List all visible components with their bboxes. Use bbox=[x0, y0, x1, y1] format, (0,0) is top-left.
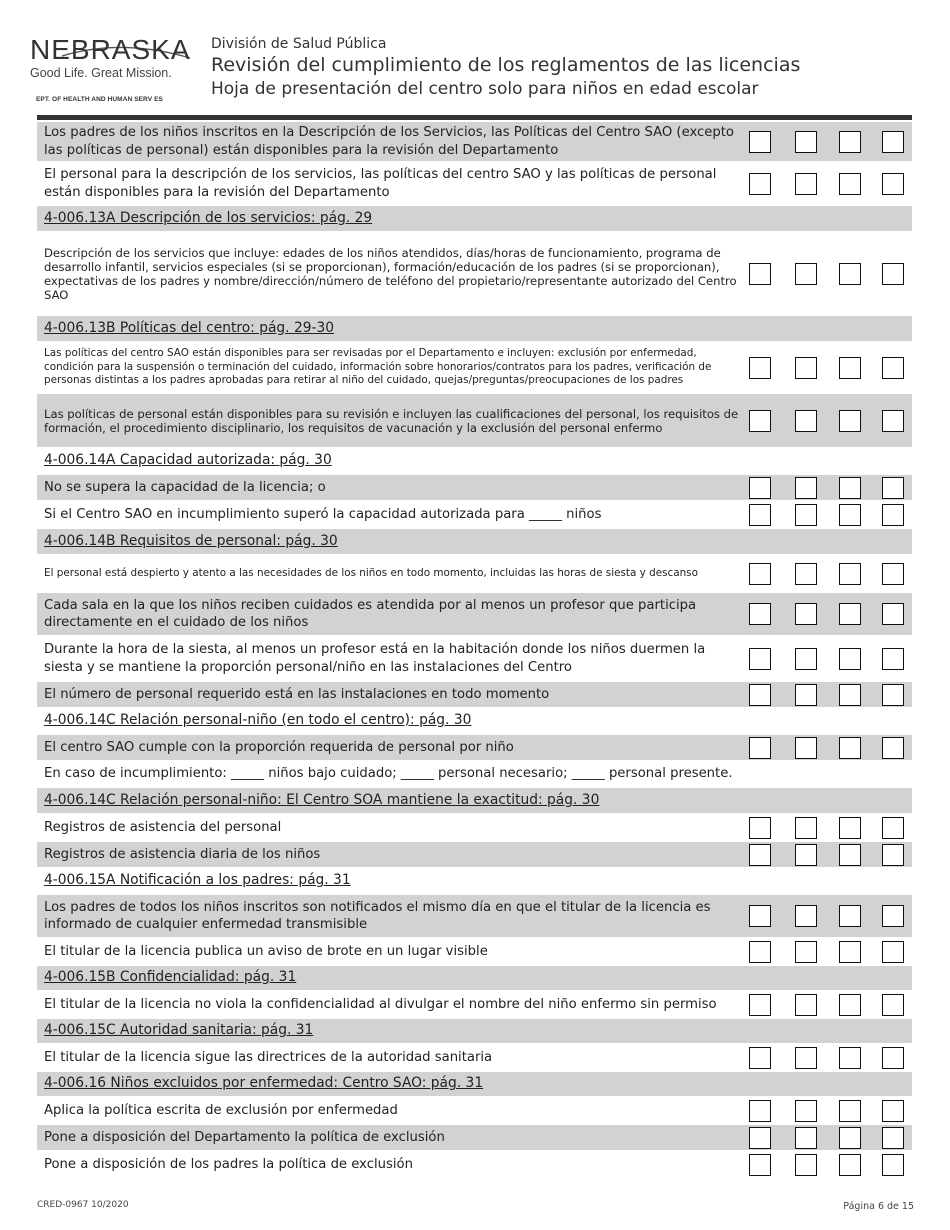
row-checkboxes bbox=[749, 895, 909, 937]
row-text: Cada sala en la que los niños reciben cuidados es atendida por al menos un profesor que participa directamente en el cuidado de los niños bbox=[44, 597, 697, 630]
checkbox[interactable] bbox=[749, 131, 771, 153]
checkbox[interactable] bbox=[749, 684, 771, 706]
checklist-row bbox=[37, 1125, 912, 1152]
row-text: Las políticas del centro SAO están disponibles para ser revisadas por el Departamento e incluyen: exclusión por enfermedad, condición para la suspensión o terminación del cuidado, información sobre honorarios/contratos para los padres, verificación de personas distintas a los padres aprobadas para retirar al niño del cuidado, quejas/preguntas/preocupaciones de los padres bbox=[44, 347, 712, 387]
checkbox[interactable] bbox=[749, 1127, 771, 1149]
checklist-table bbox=[37, 122, 912, 1179]
checkbox[interactable] bbox=[749, 941, 771, 963]
header-divider bbox=[37, 115, 912, 120]
row-text: Las políticas de personal están disponibles para su revisión e incluyen las cualificaciones del personal, los requisitos de formación, el procedimiento disciplinario, los requisitos de vacunación y la exclusión del personal enfermo bbox=[44, 406, 739, 435]
checkbox[interactable] bbox=[795, 477, 817, 499]
checkbox[interactable] bbox=[795, 263, 817, 285]
row-text: El personal está despierto y atento a las necesidades de los niños en todo momento, incluidas las horas de siesta y descanso bbox=[44, 566, 698, 579]
checkbox[interactable] bbox=[882, 131, 904, 153]
checkbox[interactable] bbox=[882, 648, 904, 670]
checkbox[interactable] bbox=[749, 563, 771, 585]
row-checkboxes bbox=[749, 735, 909, 760]
page-subtitle: Hoja de presentación del centro solo para niños en edad escolar bbox=[211, 79, 759, 99]
row-text: El centro SAO cumple con la proporción requerida de personal por niño bbox=[44, 739, 514, 755]
section-header bbox=[37, 1019, 912, 1045]
checkbox[interactable] bbox=[749, 1047, 771, 1069]
checkbox[interactable] bbox=[882, 844, 904, 866]
row-text: El número de personal requerido está en las instalaciones en todo momento bbox=[44, 686, 550, 702]
section-title: 4-006.13A Descripción de los servicios: pág. 29 bbox=[44, 209, 373, 226]
row-checkboxes bbox=[749, 394, 909, 447]
section-title: 4-006.14C Relación personal-niño: El Centro SOA mantiene la exactitud: pág. 30 bbox=[44, 791, 600, 808]
checkbox[interactable] bbox=[749, 173, 771, 195]
division-name: División de Salud Pública bbox=[211, 36, 387, 52]
section-header bbox=[37, 1072, 912, 1098]
row-text: Registros de asistencia diaria de los niños bbox=[44, 846, 321, 862]
checkbox[interactable] bbox=[839, 504, 861, 526]
checkbox[interactable] bbox=[882, 563, 904, 585]
checkbox[interactable] bbox=[795, 684, 817, 706]
checkbox[interactable] bbox=[795, 648, 817, 670]
checkbox[interactable] bbox=[795, 603, 817, 625]
checkbox[interactable] bbox=[839, 817, 861, 839]
checkbox[interactable] bbox=[749, 477, 771, 499]
checkbox[interactable] bbox=[839, 737, 861, 759]
section-header bbox=[37, 966, 912, 992]
checkbox[interactable] bbox=[839, 131, 861, 153]
checkbox[interactable] bbox=[795, 1154, 817, 1176]
checklist-row bbox=[37, 895, 912, 939]
section-header bbox=[37, 709, 912, 735]
checkbox[interactable] bbox=[882, 905, 904, 927]
row-checkboxes bbox=[749, 1098, 909, 1123]
section-header bbox=[37, 206, 912, 233]
checklist-row bbox=[37, 842, 912, 869]
checkbox[interactable] bbox=[795, 844, 817, 866]
row-text: Los padres de todos los niños inscritos son notificados el mismo día en que el titular de la licencia es informado de cualquier enfermedad transmisible bbox=[44, 899, 711, 932]
row-text: No se supera la capacidad de la licencia; o bbox=[44, 479, 326, 495]
checkbox[interactable] bbox=[882, 603, 904, 625]
checklist-row bbox=[37, 122, 912, 163]
checkbox[interactable] bbox=[839, 410, 861, 432]
checklist-row bbox=[37, 593, 912, 637]
document-header bbox=[211, 35, 800, 101]
logo-dept: EPT. OF HEALTH AND HUMAN SERV ES bbox=[36, 96, 163, 103]
checkbox[interactable] bbox=[795, 504, 817, 526]
noncompliance-note bbox=[37, 762, 912, 788]
checkbox[interactable] bbox=[749, 603, 771, 625]
checkbox[interactable] bbox=[749, 504, 771, 526]
form-id: CRED-0967 10/2020 bbox=[37, 1200, 129, 1210]
checkbox[interactable] bbox=[882, 941, 904, 963]
section-title: 4-006.14A Capacidad autorizada: pág. 30 bbox=[44, 452, 332, 469]
checklist-row bbox=[37, 233, 912, 316]
row-checkboxes bbox=[749, 556, 909, 591]
checkbox[interactable] bbox=[882, 994, 904, 1016]
checkbox[interactable] bbox=[749, 357, 771, 379]
checkbox[interactable] bbox=[839, 1047, 861, 1069]
checkbox[interactable] bbox=[839, 648, 861, 670]
checkbox[interactable] bbox=[749, 994, 771, 1016]
row-text: El titular de la licencia sigue las directrices de la autoridad sanitaria bbox=[44, 1049, 493, 1065]
row-text: El personal para la descripción de los servicios, las políticas del centro SAO y las políticas de personal están disponibles para la revisión del Departamento bbox=[44, 167, 717, 200]
checkbox[interactable] bbox=[839, 994, 861, 1016]
checkbox[interactable] bbox=[839, 477, 861, 499]
checkbox[interactable] bbox=[882, 410, 904, 432]
row-checkboxes bbox=[749, 233, 909, 314]
checkbox[interactable] bbox=[882, 737, 904, 759]
checklist-row bbox=[37, 1152, 912, 1179]
checkbox[interactable] bbox=[882, 684, 904, 706]
checkbox[interactable] bbox=[882, 357, 904, 379]
logo-tagline: Good Life. Great Mission. bbox=[30, 66, 172, 80]
checkbox[interactable] bbox=[882, 263, 904, 285]
checkbox[interactable] bbox=[839, 357, 861, 379]
checkbox[interactable] bbox=[795, 1047, 817, 1069]
checkbox[interactable] bbox=[882, 173, 904, 195]
checkbox[interactable] bbox=[749, 648, 771, 670]
row-checkboxes bbox=[749, 682, 909, 707]
checkbox[interactable] bbox=[749, 844, 771, 866]
checkbox[interactable] bbox=[795, 941, 817, 963]
checklist-row bbox=[37, 475, 912, 502]
nebraska-logo bbox=[30, 28, 195, 108]
checkbox[interactable] bbox=[839, 684, 861, 706]
checkbox[interactable] bbox=[795, 410, 817, 432]
page-number: Página 6 de 15 bbox=[843, 1201, 914, 1212]
checkbox[interactable] bbox=[749, 263, 771, 285]
row-text: Pone a disposición de los padres la política de exclusión bbox=[44, 1156, 413, 1172]
checklist-row bbox=[37, 1045, 912, 1072]
checkbox[interactable] bbox=[795, 131, 817, 153]
row-checkboxes bbox=[749, 343, 909, 392]
section-header bbox=[37, 529, 912, 556]
row-text: Registros de asistencia del personal bbox=[44, 819, 282, 835]
checkbox[interactable] bbox=[839, 263, 861, 285]
section-header bbox=[37, 869, 912, 895]
checkbox[interactable] bbox=[882, 477, 904, 499]
checkbox[interactable] bbox=[749, 737, 771, 759]
row-checkboxes bbox=[749, 122, 909, 161]
checkbox[interactable] bbox=[839, 941, 861, 963]
row-text: El titular de la licencia no viola la confidencialidad al divulgar el nombre del niño enfermo sin permiso bbox=[44, 996, 717, 1012]
checklist-row bbox=[37, 556, 912, 593]
row-checkboxes bbox=[749, 1152, 909, 1177]
row-text: Pone a disposición del Departamento la política de exclusión bbox=[44, 1129, 445, 1145]
checkbox[interactable] bbox=[882, 1100, 904, 1122]
checkbox[interactable] bbox=[839, 603, 861, 625]
checkbox[interactable] bbox=[839, 1127, 861, 1149]
row-checkboxes bbox=[749, 842, 909, 867]
checkbox[interactable] bbox=[749, 817, 771, 839]
row-text: Durante la hora de la siesta, al menos un profesor está en la habitación donde los niños duermen la siesta y se mantiene la proporción personal/niño en las instalaciones del Centro bbox=[44, 642, 706, 675]
checkbox[interactable] bbox=[749, 905, 771, 927]
section-title: 4-006.15A Notificación a los padres: pág. 31 bbox=[44, 872, 351, 889]
checkbox[interactable] bbox=[795, 737, 817, 759]
checkbox[interactable] bbox=[795, 994, 817, 1016]
checkbox[interactable] bbox=[882, 1154, 904, 1176]
checklist-row bbox=[37, 637, 912, 682]
checkbox[interactable] bbox=[839, 1100, 861, 1122]
row-checkboxes bbox=[749, 939, 909, 964]
row-text: Aplica la política escrita de exclusión por enfermedad bbox=[44, 1102, 398, 1118]
row-text: Descripción de los servicios que incluye: edades de los niños atendidos, días/horas de funcionamiento, programa de desarrollo infantil, servicios especiales (si se proporcionan), formación/educación de los padres (si se proporcionan), expectativas de los padres y nombre/dirección/número de teléfono del propietario/representante autorizado del Centro SAO bbox=[44, 245, 737, 302]
section-title: 4-006.14B Requisitos de personal: pág. 30 bbox=[44, 532, 338, 549]
row-checkboxes bbox=[749, 475, 909, 500]
checkbox[interactable] bbox=[749, 1100, 771, 1122]
row-checkboxes bbox=[749, 502, 909, 527]
checkbox[interactable] bbox=[882, 817, 904, 839]
checklist-row bbox=[37, 992, 912, 1019]
checklist-row bbox=[37, 163, 912, 206]
checkbox[interactable] bbox=[839, 844, 861, 866]
checklist-row bbox=[37, 343, 912, 394]
checklist-row bbox=[37, 394, 912, 449]
checkbox[interactable] bbox=[749, 410, 771, 432]
page-title: Revisión del cumplimiento de los reglamentos de las licencias bbox=[211, 54, 801, 76]
checkbox[interactable] bbox=[795, 563, 817, 585]
row-checkboxes bbox=[749, 163, 909, 204]
checkbox[interactable] bbox=[839, 563, 861, 585]
checklist-row bbox=[37, 815, 912, 842]
checkbox[interactable] bbox=[749, 1154, 771, 1176]
row-text: El titular de la licencia publica un aviso de brote en un lugar visible bbox=[44, 943, 488, 959]
checkbox[interactable] bbox=[795, 817, 817, 839]
checkbox[interactable] bbox=[839, 1154, 861, 1176]
row-checkboxes bbox=[749, 1045, 909, 1070]
checkbox[interactable] bbox=[882, 504, 904, 526]
section-title: 4-006.15C Autoridad sanitaria: pág. 31 bbox=[44, 1022, 314, 1039]
note-text: En caso de incumplimiento: _____ niños bajo cuidado; _____ personal necesario; _____ personal presente. bbox=[44, 766, 733, 782]
row-text: Los padres de los niños inscritos en la Descripción de los Servicios, las Políticas del Centro SAO (excepto las políticas de personal) están disponibles para la revisión del Departamento bbox=[44, 125, 734, 158]
checklist-row bbox=[37, 502, 912, 529]
checkbox[interactable] bbox=[882, 1047, 904, 1069]
checkbox[interactable] bbox=[795, 1127, 817, 1149]
checkbox[interactable] bbox=[839, 173, 861, 195]
row-text: Si el Centro SAO en incumplimiento superó la capacidad autorizada para _____ niños bbox=[44, 506, 602, 522]
section-header bbox=[37, 449, 912, 475]
row-checkboxes bbox=[749, 1125, 909, 1150]
section-title: 4-006.15B Confidencialidad: pág. 31 bbox=[44, 969, 297, 986]
row-checkboxes bbox=[749, 637, 909, 680]
checkbox[interactable] bbox=[795, 357, 817, 379]
section-title: 4-006.13B Políticas del centro: pág. 29-30 bbox=[44, 319, 335, 336]
checklist-row bbox=[37, 682, 912, 709]
row-checkboxes bbox=[749, 992, 909, 1017]
checkbox[interactable] bbox=[882, 1127, 904, 1149]
section-header bbox=[37, 316, 912, 343]
row-checkboxes bbox=[749, 815, 909, 840]
checklist-row bbox=[37, 735, 912, 762]
row-checkboxes bbox=[749, 593, 909, 635]
checkbox[interactable] bbox=[795, 1100, 817, 1122]
checkbox[interactable] bbox=[839, 905, 861, 927]
checklist-row bbox=[37, 939, 912, 966]
section-title: 4-006.14C Relación personal-niño (en todo el centro): pág. 30 bbox=[44, 712, 472, 729]
checklist-row bbox=[37, 1098, 912, 1125]
section-header bbox=[37, 788, 912, 815]
checkbox[interactable] bbox=[795, 905, 817, 927]
logo-wordmark: NEBRASKA bbox=[30, 34, 191, 65]
section-title: 4-006.16 Niños excluidos por enfermedad: Centro SAO: pág. 31 bbox=[44, 1075, 484, 1092]
checkbox[interactable] bbox=[795, 173, 817, 195]
